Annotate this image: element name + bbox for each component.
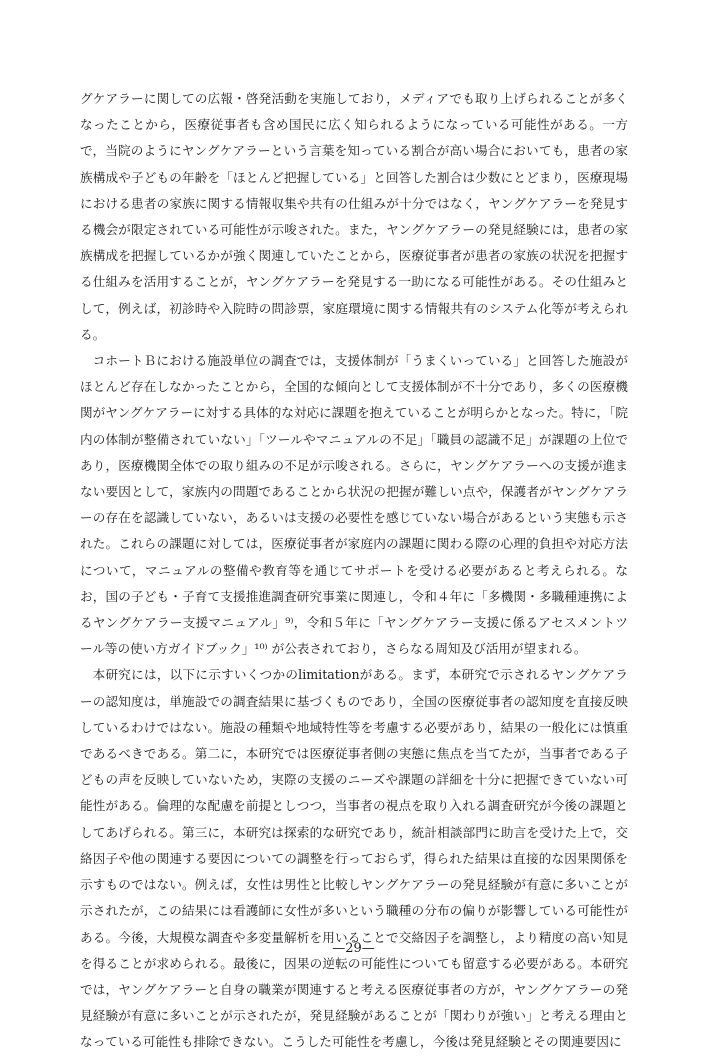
paragraph-cohort-b: コホートＢにおける施設単位の調査では，支援体制が「うまくいっている」と回答した施設がほとんど存在しなかったことから，全国的な傾向として支援体制が不十分であり，多くの医療機関がヤングケアラーに対する具体的な対応に課題を抱えていることが明らかとなった。特に，「院内の体制が整備されていない」「ツールやマニュアルの不足」「職員の認識不足」が課題の上位であり，医療機関全体での取り組みの不足が示唆される。さらに，ヤングケアラーへの支援が進まない要因として，家族内の問題であることから状況の把握が難しい点や，保護者がヤングケアラーの存在を認識していない，あるいは支援の必要性を感じていない場合があるという実態も示された。これらの課題に対しては，医療従事者が家庭内の課題に関わる際の心理的負担や対応方法について，マニュアルの整備や教育等を通じてサポートを受ける必要があると考えられる。なお，国の子ども・子育て支援推進調査研究事業に関連し，令和４年に「多機関・多職種連携によるヤングケアラー支援マニュアル」⁹⁾，令和５年に「ヤングケアラー支援に係るアセスメントツール等の使い方ガイドブック」¹⁰⁾ が公表されており，さらなる周知及び活用が望まれる。 — [80, 353, 628, 657]
body-text — [80, 86, 628, 1056]
page-number: —29— — [332, 941, 375, 956]
paragraph-continuation: グケアラーに関しての広報・啓発活動を実施しており，メディアでも取り上げられることが多くなったことから，医療従事者も含め国民に広く知られるようになっている可能性がある。一方で，当院のようにヤングケアラーという言葉を知っている割合が高い場合においても，患者の家族構成や子どもの年齢を「ほとんど把握している」と回答した割合は少数にとどまり，医療現場における患者の家族に関する情報収集や共有の仕組みが十分ではなく，ヤングケアラーを発見する機会が限定されている可能性が示唆された。また，ヤングケアラーの発見経験には，患者の家族構成を把握しているかが強く関連していたことから，医療従事者が患者の家族の状況を把握する仕組みを活用することが，ヤングケアラーを発見する一助になる可能性がある。その仕組みとして，例えば，初診時や入院時の問診票，家庭環境に関する情報共有のシステム化等が考えられる。 — [80, 91, 628, 342]
paragraph-limitations: 本研究には，以下に示すいくつかのlimitationがある。まず，本研究で示されるヤングケアラーの認知度は，単施設での調査結果に基づくものであり，全国の医療従事者の認知度を直接反映しているわけではない。施設の種類や地域特性等を考慮する必要があり，結果の一般化には慎重であるべきである。第二に，本研究では医療従事者側の実態に焦点を当てたが，当事者である子どもの声を反映していないため，実際の支援のニーズや課題の詳細を十分に把握できていない可能性がある。倫理的な配慮を前提としつつ，当事者の視点を取り入れる調査研究が今後の課題としてあげられる。第三に，本研究は探索的な研究であり，統計相談部門に助言を受けた上で，交絡因子や他の関連する要因についての調整を行っておらず，得られた結果は直接的な因果関係を示すものではない。例えば，女性は男性と比較しヤングケアラーの発見経験が有意に多いことが示されたが，この結果には看護師に女性が多いという職種の分布の偏りが影響している可能性がある。今後，大規模な調査や多変量解析を用いることで交絡因子を調整し，より精度の高い知見を得ることが求められる。最後に，因果の逆転の可能性についても留意する必要がある。本研究では，ヤングケアラーと自身の職業が関連すると考える医療従事者の方が，ヤングケアラーの発見経験が有意に多いことが示されたが，発見経験があることが「関わりが強い」と考える理由となっている可能性も排除できない。こうした可能性を考慮し，今後は発見経験とその関連要因に — [80, 667, 629, 1050]
